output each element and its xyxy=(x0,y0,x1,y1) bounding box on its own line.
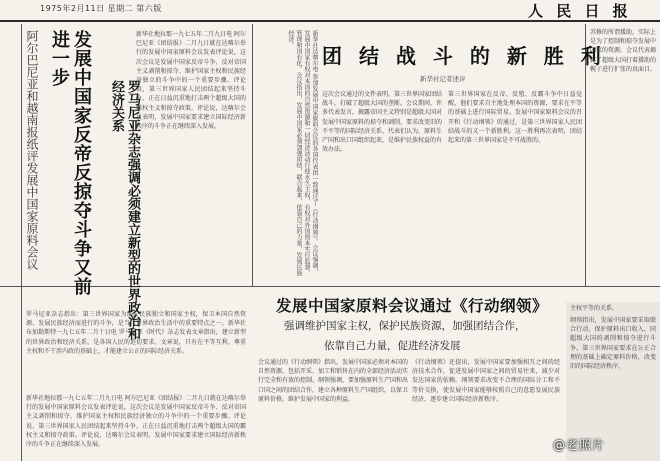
dateline: 1975年2月11日 星期二 第六版 xyxy=(40,4,162,13)
right-bottom-text: 纲领指出，发展中国家要采取联合行动，保护原料出口收入，同超级大国的剥削和掠夺进行斗争。第三世界国家要求在公正合理的基础上确定原料价格，改变旧的国际经济秩序。 xyxy=(570,317,656,371)
newspaper-name: 人 民 日 报 xyxy=(528,2,632,20)
column-rule xyxy=(252,24,253,286)
article3-headline: 团 结 战 斗 的 新 胜 利 xyxy=(322,44,606,68)
article1-headline: 发展中国家反帝反掠夺斗争又前进一步 xyxy=(49,30,92,296)
right-bottom-caption: 主权平等的关系。 xyxy=(570,305,619,312)
article4-body-right: 《行动纲领》还提出，发展中国家要加强相互之间的经济技术合作，促进发展中国家之间的贸易往来，减少对发达国家的依赖。纲领要求改变不合理的国际分工和不等价交换，使发展中国家能够按照自己的意愿发展民族经济，逐步建立国际经济新秩序。 xyxy=(412,359,560,403)
article1-kicker: 阿尔巴尼亚和越南报纸评发展中国家原料会议 xyxy=(25,30,39,270)
column-rule xyxy=(0,286,660,287)
article4-subtitle-1: 强调维护国家主权，保护民族资源，加强团结合作， xyxy=(284,320,526,332)
article3-body-right: 第三世界国家在反帝、反殖、反霸斗争中日益觉醒，他们要求自主地处理本国的资源，要求在平等的基础上进行国际贸易。发展中国家原料会议的召开和《行动纲领》的通过，是第三世界国家人民团结战斗的又一个新胜利。这一胜利再次表明，团结起来的第三世界国家是不可战胜的。 xyxy=(448,91,582,145)
masthead-strip xyxy=(0,0,660,22)
article4-body-left: 会议通过的《行动纲领》指出，发展中国家必须对本国的自然资源，包括开采、加工和销售在内的全部经济活动实行完全和有效的控制。纲领强调，要加强原料生产国和出口国之间的团结合作，建立各种原料生产国组织，以保卫原料价格，维护发展中国家的利益。 xyxy=(258,359,408,403)
article3-byline: 新华社记者述评 xyxy=(420,75,466,83)
middle-vertical-column: 新华社达喀尔电 参加发展中国家原料会议的各国代表团一致通过了《行动纲领》。会议强调，发展中国家有权对本国的自然资源和一切经济活动行使永久主权，有权对外国资本实行监督、管理和国有化。会议指出，发展中国家必须加强团结，联合起来，依靠自己的力量，发展民族经济。 xyxy=(287,30,318,276)
article2-headline: 罗马尼亚杂志强调必须建立新型的世界政治和经济关系 xyxy=(109,80,140,340)
article4-headline: 发展中国家原料会议通过《行动纲领》 xyxy=(276,296,549,315)
article3-body-left: 这次会议通过的文件表明，第三世界国家团结战斗，打破了超级大国的垄断。会议期间，许多代表发言，揭露帝国主义特别是超级大国对发展中国家原料的掠夺和剥削，要求改变旧的不平等的国际经济关系。代表们认为，原料生产国和出口国组织起来，是维护民族权益的有效办法。 xyxy=(322,91,442,154)
article4-subtitle-2: 依靠自己力量，促进经济发展 xyxy=(324,340,461,352)
watermark: @老照片 xyxy=(553,438,606,452)
article1-body: 新华社地拉那一九七五年二月九日电 阿尔巴尼亚《团结报》二月九日就在达喀尔举行的发展中国家原料会议发表评论说，这次会议是发展中国家反帝斗争、反对帝国主义剥削和掠夺、维护国家主权和民族经济独立的斗争中的一个重要步骤。评论说，第三世界国家人民团结起来坚持斗争，正在日益沉重地打击两个超级大国的霸权主义和掠夺政策。评论说，达喀尔会议表明，发展中国家要求建立国际经济新秩序的斗争正在继续深入发展。 xyxy=(136,31,246,131)
bottom-left-body: 新华社地拉那一九七五年二月九日电 阿尔巴尼亚《团结报》二月九日就在达喀尔举行的发展中国家原料会议发表评论说，这次会议是发展中国家反帝斗争、反对帝国主义剥削和掠夺、维护国家主权和民族经济独立的斗争中的一个重要步骤。评论说，第三世界国家人民团结起来坚持斗争，正在日益沉重地打击两个超级大国的霸权主义和掠夺政策。评论说，达喀尔会议表明，发展中国家要求建立国际经济新秩序的斗争正在继续深入发展。 xyxy=(26,395,246,449)
column-rule xyxy=(21,24,22,461)
article2-body: 罗马尼亚杂志指出：第三世界国家为维护民族独立和国家主权，保卫本国自然资源、发展民族经济而进行的斗争，是当代世界政治生活中的重要特点之一。新华社布加勒斯特一九七五年二月十日电 罗马尼亚《时代》杂志发表文章指出，建立新型的世界政治和经济关系，是各国人民的迫切要求。文章说，只有在平等互利、尊重主权和不干涉内政的基础上，才能建立公正的国际经济关系。 xyxy=(26,311,246,355)
right-column-text: 苏修的所谓援助，实际上是为了控制和掠夺发展中国家的资源。会议代表揭露了超级大国打着援助的幌子进行扩张的真面目。 xyxy=(590,29,656,73)
